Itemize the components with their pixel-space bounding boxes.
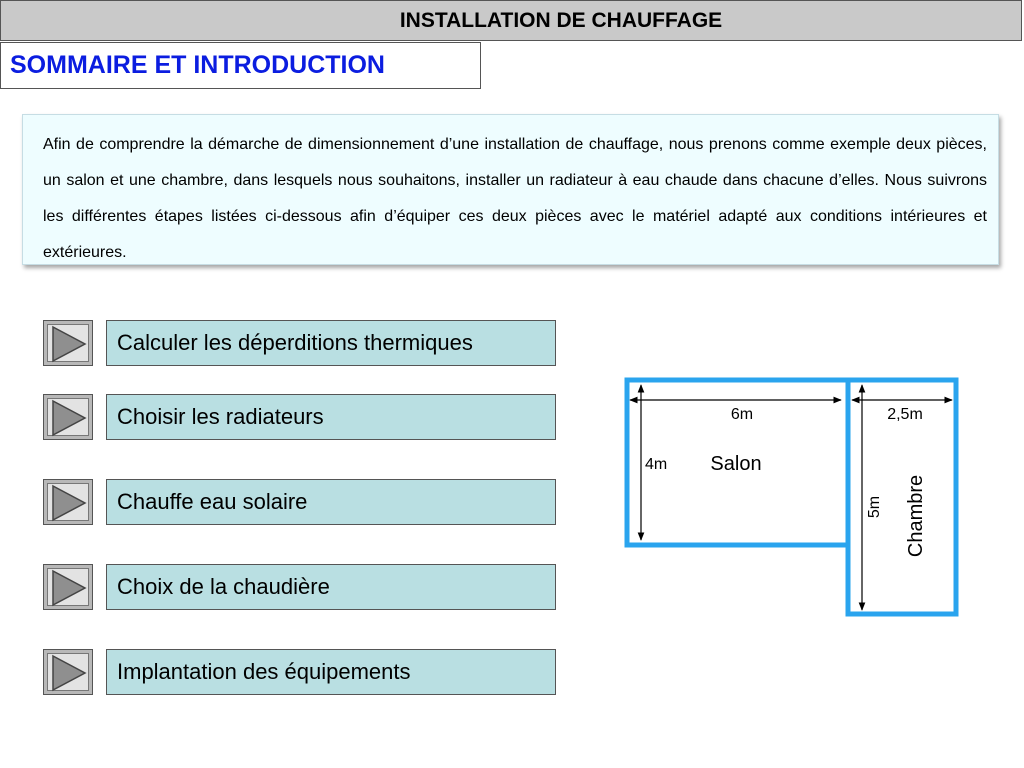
intro-text: Afin de comprendre la démarche de dimensionnement d’une installation de chauffage, nous prenons comme exemple deux pièces, un salon et une chambre, dans lesquels nous souhaitons, installer un radiateur à eau chaude dans chacune d’elles. Nous suivrons les différentes étapes listées ci-dessous afin d’équiper ces deux pièces avec le matériel adapté aux conditions intérieures et extérieures. [43,136,987,261]
play-triangle-icon [44,480,94,526]
chambre-width-label: 2,5m [887,406,923,423]
play-triangle-icon [44,321,94,367]
step-1-calculer-deperditions[interactable]: Calculer les déperditions thermiques [106,320,556,366]
header-bar [0,0,1022,41]
step-3-chauffe-eau-solaire[interactable]: Chauffe eau solaire [106,479,556,525]
header-title: INSTALLATION DE CHAUFFAGE [399,8,723,32]
play-triangle-icon [44,395,94,441]
section-title: SOMMAIRE ET INTRODUCTION [10,51,385,79]
floor-plan [620,374,965,624]
step-2-play-button[interactable] [43,394,93,440]
step-4-play-button[interactable] [43,564,93,610]
play-triangle-icon [44,650,94,696]
step-5-play-button[interactable] [43,649,93,695]
salon-depth-label: 4m [645,456,668,473]
chambre-depth-label: 5m [866,495,883,519]
chambre-name-label: Chambre [905,474,927,558]
intro-panel [22,114,999,265]
section-title-box [0,42,481,89]
step-2-choisir-radiateurs[interactable]: Choisir les radiateurs [106,394,556,440]
salon-width-label: 6m [730,406,754,423]
play-triangle-icon [44,565,94,611]
step-5-implantation-equipements[interactable]: Implantation des équipements [106,649,556,695]
step-4-choix-chaudiere[interactable]: Choix de la chaudière [106,564,556,610]
step-1-play-button[interactable] [43,320,93,366]
salon-name-label: Salon [710,453,762,475]
step-3-play-button[interactable] [43,479,93,525]
